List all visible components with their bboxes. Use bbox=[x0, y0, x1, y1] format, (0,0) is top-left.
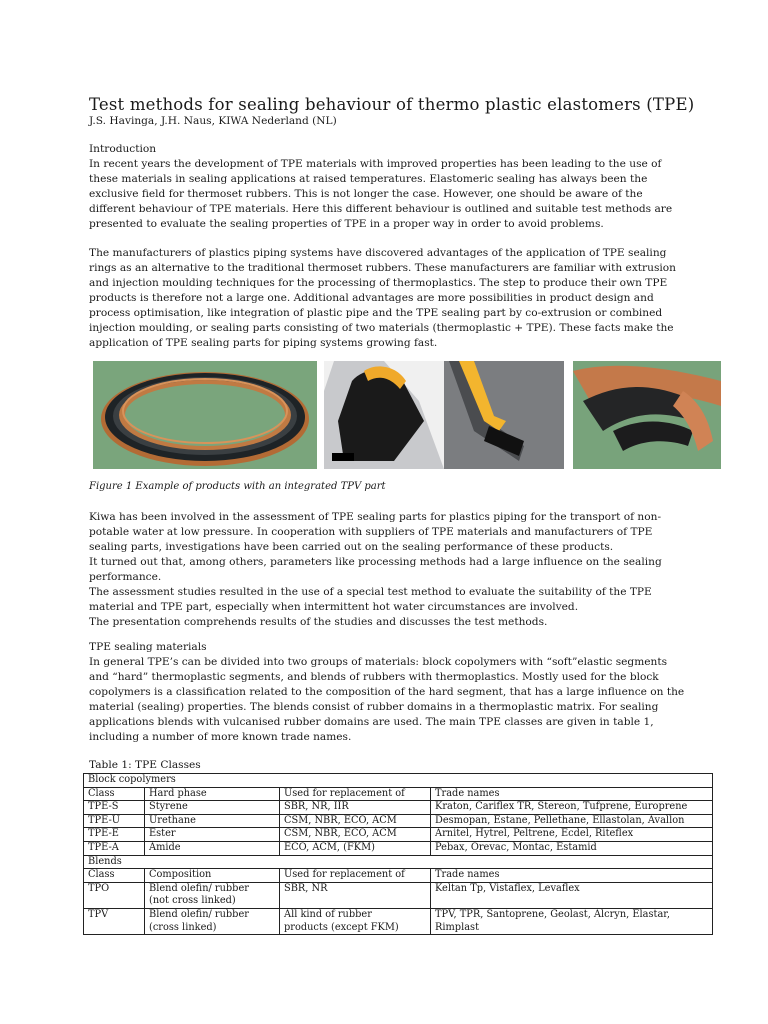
table-row bbox=[84, 828, 713, 842]
materials-paragraph: In general TPE’s can be divided into two groups of materials: block copolymers with “soft”elastic segments and “hard” thermoplastic segments, and blends of rubbers with thermoplastics. Mostly used for the block copolymers is a classification related to the composition of the hard segment, that has a large influence on the material (sealing) properties. The blends consist of rubber domains in a thermoplastic matrix. For sealing applications blends with vulcanised rubber domains are used. The main TPE classes are given in table 1, including a number of more known trade names. bbox=[89, 656, 685, 743]
table-cell: TPV bbox=[84, 908, 145, 934]
table-cell: Kraton, Cariflex TR, Stereon, Tufprene, Europrene bbox=[431, 801, 713, 815]
kiwa-paragraph-3: The assessment studies resulted in the use of a special test method to evaluate the suitability of the TPE material and TPE part, especially when intermittent hot water circumstances are involved. bbox=[89, 585, 652, 613]
tpe-classes-table bbox=[83, 773, 713, 935]
table-group-row bbox=[84, 774, 713, 788]
header-cell: Class bbox=[84, 787, 145, 801]
table-cell: Desmopan, Estane, Pellethane, Ellastolan, Avallon bbox=[431, 814, 713, 828]
table-cell: TPE-A bbox=[84, 841, 145, 855]
table-group-row bbox=[84, 855, 713, 869]
group-label-blends: Blends bbox=[84, 855, 713, 869]
table-row bbox=[84, 801, 713, 815]
intro-heading: Introduction bbox=[89, 143, 157, 155]
table-cell: TPE-U bbox=[84, 814, 145, 828]
figure-1-images bbox=[93, 361, 721, 469]
table-row bbox=[84, 841, 713, 855]
figure-caption: Figure 1 Example of products with an integrated TPV part bbox=[89, 481, 386, 492]
table-cell: Amide bbox=[145, 841, 280, 855]
seal-cross-section-render bbox=[324, 361, 564, 469]
table-cell: Arnitel, Hytrel, Peltrene, Ecdel, Riteflex bbox=[431, 828, 713, 842]
authors: J.S. Havinga, J.H. Naus, KIWA Nederland (NL) bbox=[89, 115, 337, 127]
group-label-block-copolymers: Block copolymers bbox=[84, 774, 713, 788]
table-cell: All kind of rubber products (except FKM) bbox=[280, 908, 431, 934]
table-cell: CSM, NBR, ECO, ACM bbox=[280, 828, 431, 842]
table-cell: SBR, NR, IIR bbox=[280, 801, 431, 815]
seal-on-pipe-photo bbox=[573, 361, 721, 469]
intro-paragraph-2: The manufacturers of plastics piping systems have discovered advantages of the application of TPE sealing rings as an alternative to the traditional thermoset rubbers. These manufacturers are familiar with extrusion and injection moulding techniques for the processing of thermoplastics. The step to produce their own TPE products is therefore not a large one. Additional advantages are more possibilities in product design and process optimisation, like integration of plastic pipe and the TPE sealing part by co-extrusion or combined injection moulding, or sealing parts consisting of two materials (thermoplastic + TPE). These facts make the application of TPE sealing parts for piping systems growing fast. bbox=[89, 247, 676, 349]
table-cell: Styrene bbox=[145, 801, 280, 815]
table-header-row bbox=[84, 787, 713, 801]
header-cell: Trade names bbox=[431, 787, 713, 801]
table-row bbox=[84, 814, 713, 828]
table-cell: Blend olefin/ rubber (not cross linked) bbox=[145, 882, 280, 908]
header-cell: Hard phase bbox=[145, 787, 280, 801]
kiwa-paragraph-4: The presentation comprehends results of the studies and discusses the test methods. bbox=[89, 615, 548, 628]
paper-title: Test methods for sealing behaviour of thermo plastic elastomers (TPE) bbox=[89, 95, 695, 114]
table-cell: TPO bbox=[84, 882, 145, 908]
table-caption: Table 1: TPE Classes bbox=[89, 759, 201, 771]
table-cell: TPV, TPR, Santoprene, Geolast, Alcryn, Elastar, Rimplast bbox=[431, 908, 713, 934]
materials-heading: TPE sealing materials bbox=[89, 641, 207, 653]
intro-paragraph-1: In recent years the development of TPE materials with improved properties has been leading to the use of these materials in sealing applications at raised temperatures. Elastomeric sealing has always been the exclusive field for thermoset rubbers. This is not longer the case. However, one should be aware of the different behaviour of TPE materials. Here this different behaviour is outlined and suitable test methods are presented to evaluate the sealing properties of TPE in a proper way in order to avoid problems. bbox=[89, 158, 673, 230]
table-cell: TPE-S bbox=[84, 801, 145, 815]
table-cell: Pebax, Orevac, Montac, Estamid bbox=[431, 841, 713, 855]
table-cell: Blend olefin/ rubber (cross linked) bbox=[145, 908, 280, 934]
header-cell: Used for replacement of bbox=[280, 869, 431, 883]
table-header-row bbox=[84, 869, 713, 883]
seal-ring-photo bbox=[93, 361, 317, 469]
header-cell: Trade names bbox=[431, 869, 713, 883]
header-cell: Class bbox=[84, 869, 145, 883]
table-cell: Keltan Tp, Vistaflex, Levaflex bbox=[431, 882, 713, 908]
kiwa-paragraph-2: It turned out that, among others, parameters like processing methods had a large influence on the sealing performance. bbox=[89, 555, 662, 583]
kiwa-section bbox=[89, 510, 689, 630]
header-cell: Used for replacement of bbox=[280, 787, 431, 801]
header-cell: Composition bbox=[145, 869, 280, 883]
table-cell: Urethane bbox=[145, 814, 280, 828]
table-cell: Ester bbox=[145, 828, 280, 842]
table-cell: CSM, NBR, ECO, ACM bbox=[280, 814, 431, 828]
table-row bbox=[84, 908, 713, 934]
kiwa-paragraph-1: Kiwa has been involved in the assessment of TPE sealing parts for plastics piping for the transport of non-potable water at low pressure. In cooperation with suppliers of TPE materials and manufacturers of TPE sealing parts, investigations have been carried out on the sealing performance of these products. bbox=[89, 511, 662, 553]
table-cell: ECO, ACM, (FKM) bbox=[280, 841, 431, 855]
table-cell: TPE-E bbox=[84, 828, 145, 842]
table-row bbox=[84, 882, 713, 908]
table-cell: SBR, NR bbox=[280, 882, 431, 908]
